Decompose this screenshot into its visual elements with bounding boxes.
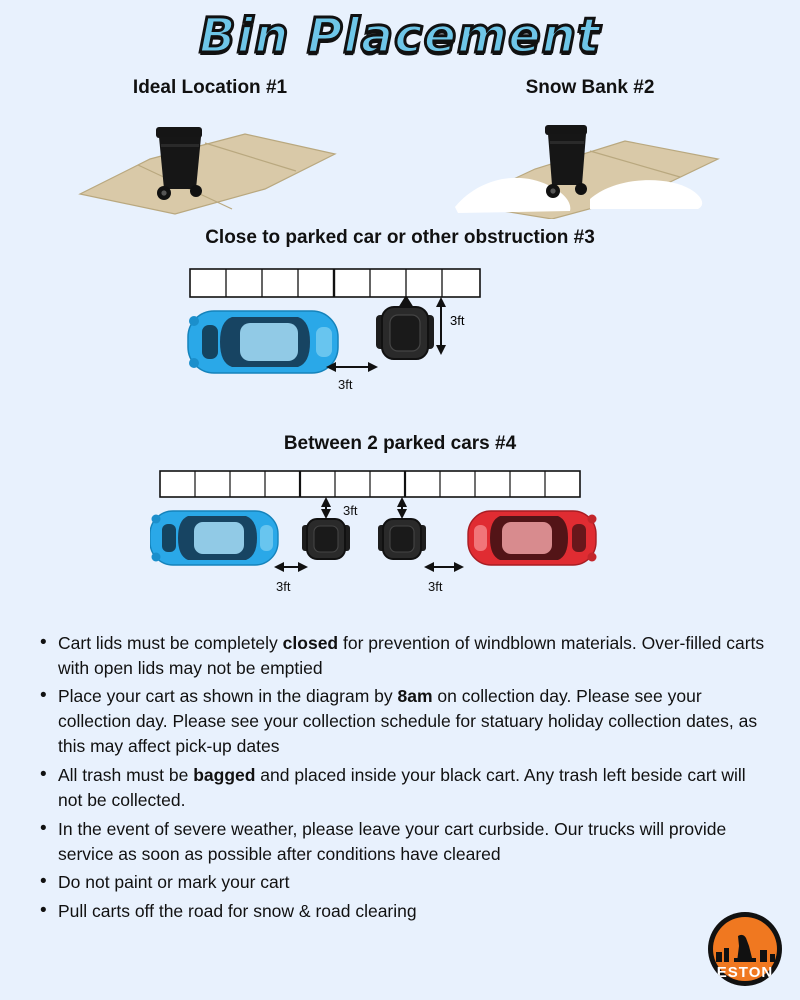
between-cars-illustration bbox=[150, 467, 650, 617]
sidewalk-blocks bbox=[190, 269, 480, 297]
instructions-list bbox=[34, 631, 766, 924]
instruction-text: Pull carts off the road for snow & road clearing bbox=[58, 901, 417, 922]
section-snow bbox=[440, 77, 740, 219]
bin-top-view-right bbox=[378, 519, 426, 559]
instruction-text: Place your cart as shown in the diagram by bbox=[58, 686, 398, 707]
section-ideal bbox=[60, 77, 360, 219]
instruction-emphasis: 8am bbox=[397, 686, 433, 707]
instruction-emphasis: bagged bbox=[193, 765, 256, 786]
page-title: Bin Placement bbox=[199, 8, 601, 64]
instruction-text: All trash must be bbox=[58, 765, 194, 786]
dimension-label-left: 3ft bbox=[276, 578, 291, 594]
section-heading-between: Between 2 parked cars #4 bbox=[283, 432, 517, 454]
row-ideal-snow bbox=[0, 77, 800, 219]
instruction-item bbox=[34, 763, 766, 813]
obstruction-illustration bbox=[180, 263, 620, 423]
instruction-text: Do not paint or mark your cart bbox=[58, 872, 290, 893]
section-obstruction bbox=[0, 227, 800, 423]
section-heading-ideal: Ideal Location #1 bbox=[132, 76, 288, 98]
section-heading-snow: Snow Bank #2 bbox=[525, 76, 655, 98]
instruction-item bbox=[34, 870, 766, 895]
section-heading-obstruction: Close to parked car or other obstruction #3 bbox=[205, 226, 595, 248]
instruction-text: for prevention of windblown materials. Over-filled carts with open lids may not be emptied bbox=[58, 632, 765, 678]
dimension-label-horizontal: 3ft bbox=[338, 376, 353, 392]
figure-obstruction bbox=[180, 263, 620, 423]
title-area bbox=[0, 0, 800, 63]
dimension-label-right: 3ft bbox=[428, 578, 443, 594]
figure-ideal bbox=[60, 99, 360, 219]
car-blue bbox=[188, 311, 338, 373]
sidewalk-blocks-2 bbox=[160, 471, 580, 497]
figure-snow bbox=[440, 99, 740, 219]
instruction-text: on collection day. Please see your collection day. Please see your collection schedule for statuary holiday collection dates, as this may affect pick-up dates bbox=[58, 686, 758, 757]
figure-between bbox=[150, 467, 650, 617]
instruction-item bbox=[34, 684, 766, 759]
logo-text: ESTON bbox=[716, 964, 774, 981]
dimension-label-vertical: 3ft bbox=[450, 312, 465, 328]
instruction-emphasis: closed bbox=[282, 632, 339, 653]
instruction-text: Cart lids must be completely bbox=[58, 632, 283, 653]
snow-bank-illustration bbox=[440, 99, 740, 219]
logo-skyline-icon bbox=[708, 932, 782, 962]
bin-top-view-left bbox=[302, 519, 350, 559]
instruction-text: In the event of severe weather, please leave your cart curbside. Our trucks will provide service as soon as possible after conditions have cleared bbox=[58, 818, 727, 864]
ideal-location-illustration bbox=[60, 99, 360, 219]
instruction-text: and placed inside your black cart. Any trash left beside cart will not be collected. bbox=[58, 765, 746, 810]
bin-top-view bbox=[376, 307, 434, 359]
instruction-item bbox=[34, 631, 766, 681]
dimension-label-center: 3ft bbox=[343, 502, 358, 518]
eston-logo bbox=[708, 912, 782, 986]
car-blue-left bbox=[150, 511, 278, 565]
instruction-item bbox=[34, 899, 766, 924]
section-between bbox=[0, 433, 800, 617]
car-red-right bbox=[468, 511, 597, 565]
instruction-item bbox=[34, 817, 766, 867]
